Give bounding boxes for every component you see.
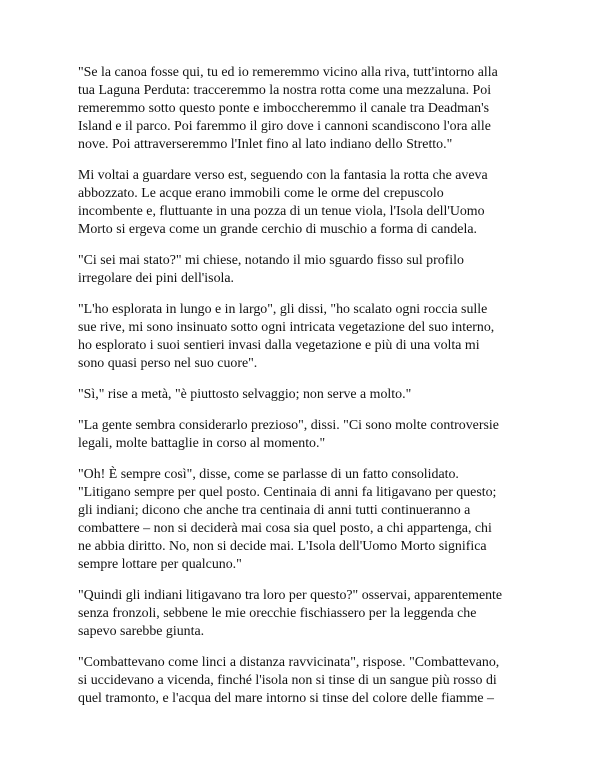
paragraph-8: "Quindi gli indiani litigavano tra loro per questo?" osservai, apparentemente senza fronzoli, sebbene le mie orecchie fischiassero per la leggenda che sapevo sarebbe giunta. [78,588,503,639]
paragraph-1: "Se la canoa fosse qui, tu ed io remeremmo vicino alla riva, tutt'intorno alla tua Laguna Perduta: tracceremmo la nostra rotta come una mezzaluna. Poi remeremmo sotto questo ponte e imboccheremmo il canale tra Deadman's Island e il parco. Poi faremmo il giro dove i cannoni scandiscono l'ora alle nove. Poi attraverseremmo l'Inlet fino al lato indiano dello Stretto." [78,65,498,152]
paragraph-7: "Oh! È sempre così", disse, come se parlasse di un fatto consolidato. "Litigano sempre per quel posto. Centinaia di anni fa litigavano per questo; gli indiani; dicono che anche tra centinaia di anni tutti continueranno a combattere – non si deciderà mai cosa sia quel posto, a chi appartenga, chi ne abbia diritto. No, non si decide mai. L'Isola dell'Uomo Morto significa sempre lottare per qualcuno." [78,467,497,572]
paragraph-6: "La gente sembra considerarlo prezioso", dissi. "Ci sono molte controversie legali, molte battaglie in corso al momento." [78,418,499,451]
paragraph-4: "L'ho esplorata in lungo e in largo", gli dissi, "ho scalato ogni roccia sulle sue rive, mi sono insinuato sotto ogni intricata vegetazione del suo interno, ho esplorato i suoi sentieri invasi dalla vegetazione e più di una volta mi sono quasi perso nel suo cuore". [78,302,495,371]
document-page [78,64,548,721]
paragraph-9: "Combattevano come linci a distanza ravvicinata", rispose. "Combattevano, si uccidevano a vicenda, finché l'isola non si tinse di un sangue più rosso di quel tramonto, e l'acqua del mare intorno si tinse del colore delle fiamme – [78,655,500,706]
paragraph-2: Mi voltai a guardare verso est, seguendo con la fantasia la rotta che aveva abbozzato. Le acque erano immobili come le orme del crepuscolo incombente e, fluttuante in una pozza di un tenue viola, l'Isola dell'Uomo Morto si ergeva come un grande cerchio di muschio a forma di candela. [78,168,488,237]
paragraph-5: "Sì," rise a metà, "è piuttosto selvaggio; non serve a molto." [78,387,412,402]
paragraph-3: "Ci sei mai stato?" mi chiese, notando il mio sguardo fisso sul profilo irregolare dei pini dell'isola. [78,253,464,286]
